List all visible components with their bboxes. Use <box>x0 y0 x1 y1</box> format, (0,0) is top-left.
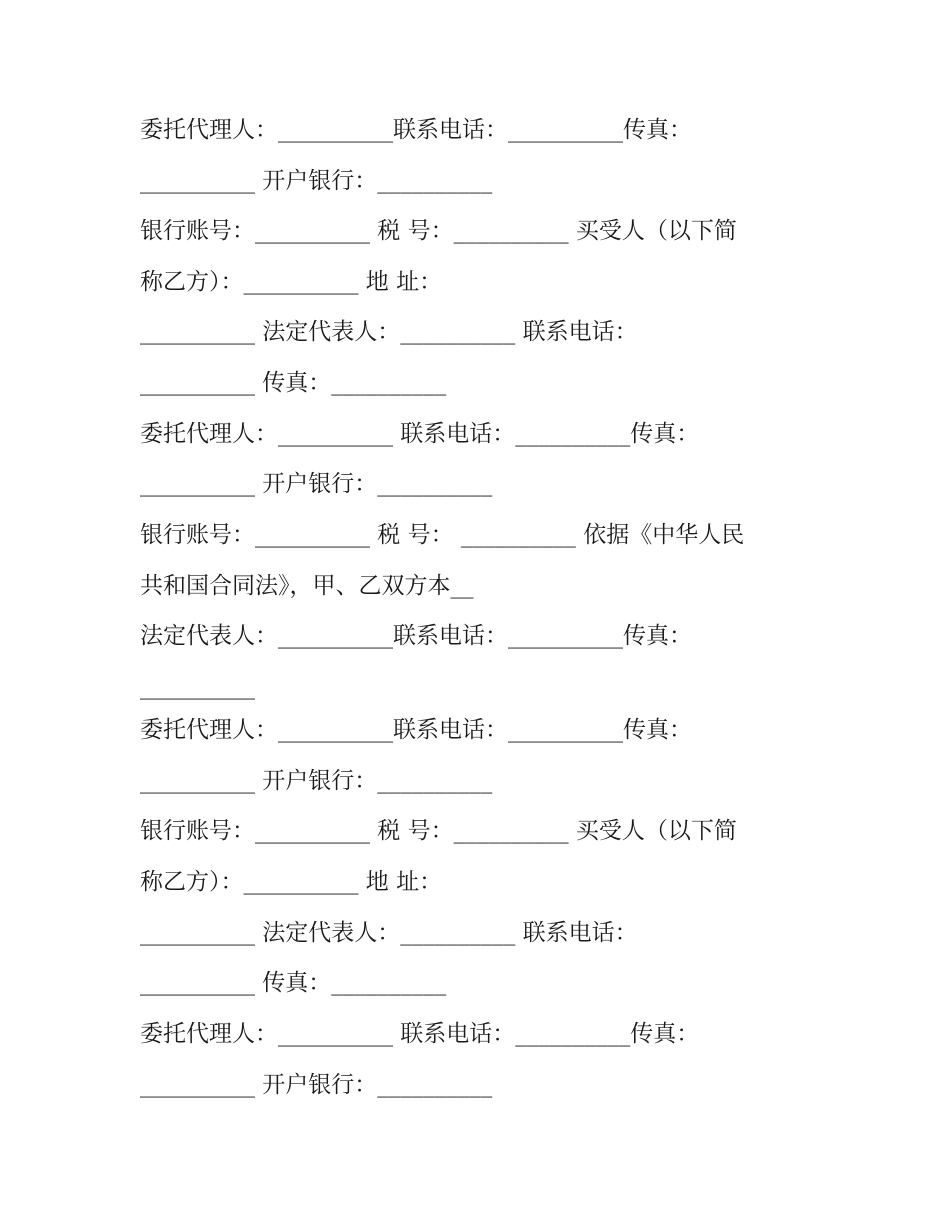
text-line: 委托代理人：__________联系电话：__________传真： <box>140 717 692 743</box>
text-line: __________ <box>140 674 255 700</box>
text-line: 银行账号：__________ 税 号：__________ 买受人（以下简 <box>140 818 737 844</box>
text-line: 委托代理人：__________ 联系电话：__________传真： <box>140 1021 700 1047</box>
text-line: 称乙方）：__________ 地 址： <box>140 869 443 895</box>
text-line: 银行账号：__________ 税 号：__________ 买受人（以下简 <box>140 218 737 244</box>
text-line: 法定代表人：__________联系电话：__________传真： <box>140 623 692 649</box>
text-line: __________ 法定代表人：__________ 联系电话： <box>140 920 638 946</box>
text-line: __________ 开户银行：__________ <box>140 168 493 194</box>
text-line: __________ 传真：__________ <box>140 970 447 996</box>
text-line: __________ 开户银行：__________ <box>140 1072 493 1098</box>
text-line: __________ 传真：__________ <box>140 370 447 396</box>
text-line: __________ 法定代表人：__________ 联系电话： <box>140 319 638 345</box>
text-line: 称乙方）：__________ 地 址： <box>140 269 443 295</box>
text-line: 委托代理人：__________ 联系电话：__________传真： <box>140 421 700 447</box>
text-line: 共和国合同法》，甲、乙双方本__ <box>140 573 474 599</box>
text-line: 银行账号：__________ 税 号： __________ 依据《中华人民 <box>140 522 745 548</box>
text-line: 委托代理人：__________联系电话：__________传真： <box>140 117 692 143</box>
text-line: __________ 开户银行：__________ <box>140 471 493 497</box>
text-line: __________ 开户银行：__________ <box>140 768 493 794</box>
